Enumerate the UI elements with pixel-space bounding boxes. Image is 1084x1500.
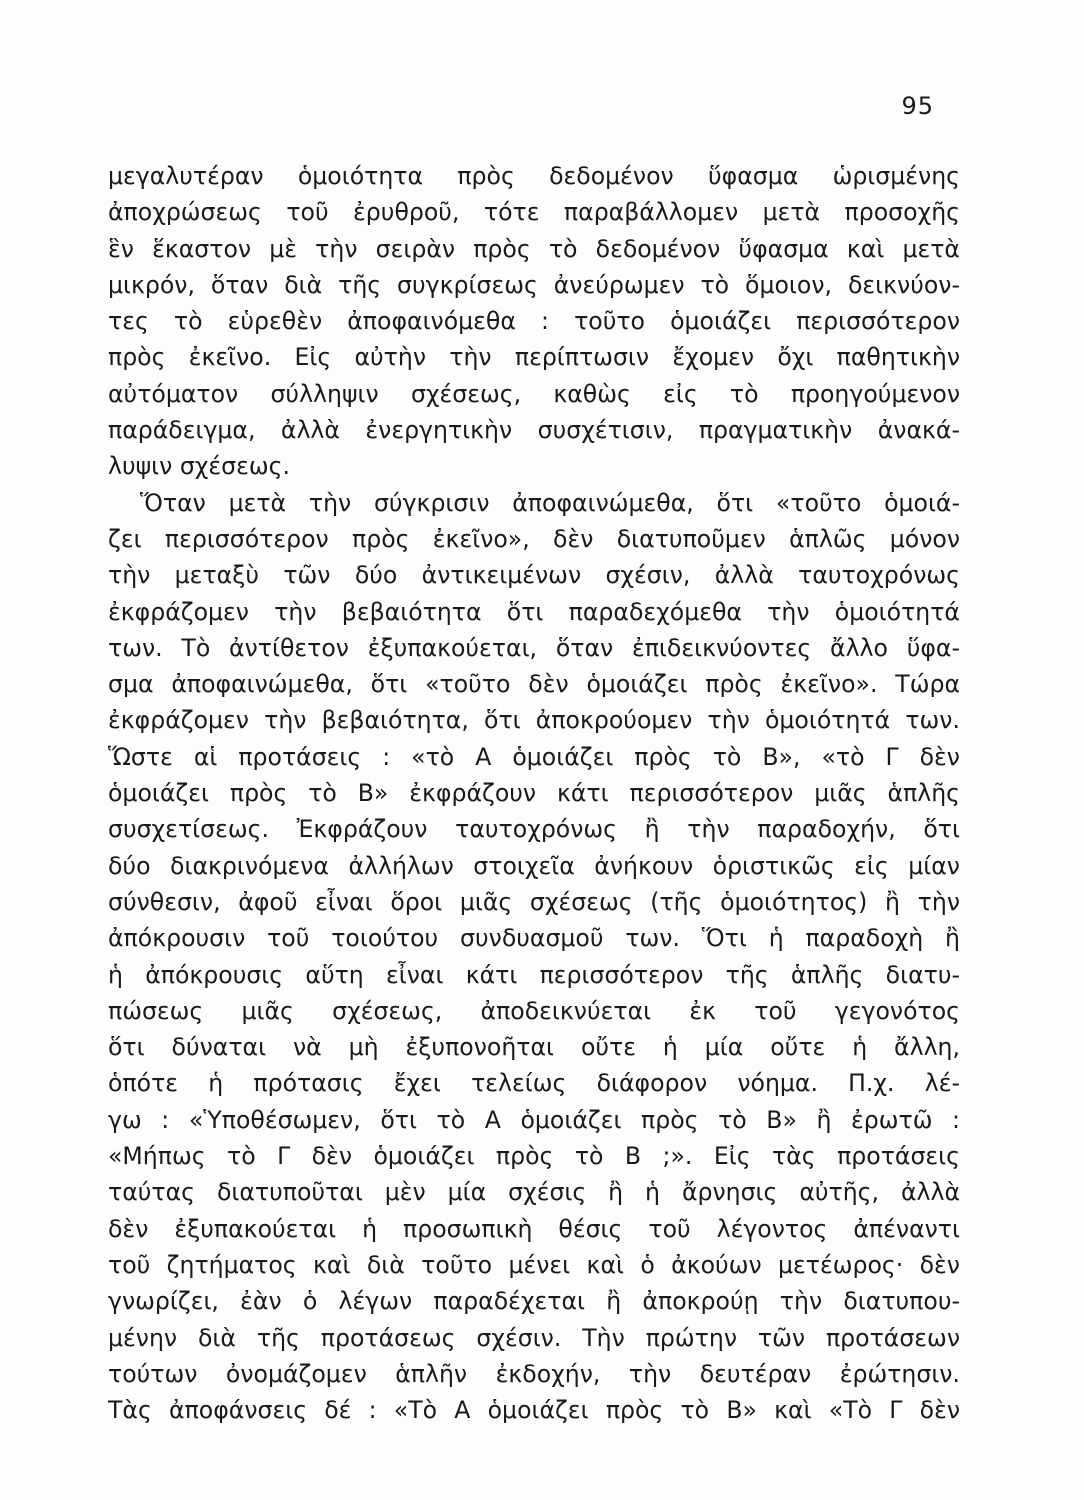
- body-text: [108, 158, 960, 1428]
- text-line: δὲν ἐξυπακούεται ἡ προσωπικὴ θέσις τοῦ λέγοντος ἀπέναντι: [108, 1214, 960, 1243]
- text-line: ἐκφράζομεν τὴν βεβαιότητα ὅτι παραδεχόμεθα τὴν ὁμοιότητά: [108, 597, 960, 626]
- text-line: γνωρίζει, ἐὰν ὁ λέγων παραδέχεται ἢ ἀποκρούῃ τὴν διατυπου-: [108, 1287, 960, 1316]
- text-line: μεγαλυτέραν ὁμοιότητα πρὸς δεδομένον ὕφασμα ὡρισμένης: [108, 162, 960, 190]
- text-line: πώσεως μιᾶς σχέσεως, ἀποδεικνύεται ἐκ τοῦ γεγονότος: [108, 996, 960, 1025]
- text-line: ἀποχρώσεως τοῦ ἐρυθροῦ, τότε παραβάλλομεν μετὰ προσοχῆς: [108, 198, 960, 227]
- text-line: πρὸς ἐκεῖνο. Εἰς αὐτὴν τὴν περίπτωσιν ἔχομεν ὄχι παθητικὴν: [108, 343, 960, 372]
- text-line: τοῦ ζητήματος καὶ διὰ τοῦτο μένει καὶ ὁ ἀκούων μετέωρος· δὲν: [108, 1250, 960, 1279]
- text-line: σύνθεσιν, ἀφοῦ εἶναι ὅροι μιᾶς σχέσεως (τῆς ὁμοιότητος) ἢ τὴν: [108, 887, 960, 916]
- text-line: γω : «Ὑποθέσωμεν, ὅτι τὸ Α ὁμοιάζει πρὸς τὸ Β» ἢ ἐρωτῶ :: [108, 1105, 960, 1134]
- text-line: «Μήπως τὸ Γ δὲν ὁμοιάζει πρὸς τὸ Β ;». Εἰς τὰς προτάσεις: [108, 1142, 960, 1171]
- text-line: ἐκφράζομεν τὴν βεβαιότητα, ὅτι ἀποκρούομεν τὴν ὁμοιότητά των.: [108, 706, 960, 735]
- text-line: σμα ἀποφαινώμεθα, ὅτι «τοῦτο δὲν ὁμοιάζει πρὸς ἐκεῖνο». Τώρα: [108, 670, 960, 699]
- text-line: ὁμοιάζει πρὸς τὸ Β» ἐκφράζουν κάτι περισσότερον μιᾶς ἁπλῆς: [108, 779, 960, 808]
- text-line: ἀπόκρουσιν τοῦ τοιούτου συνδυασμοῦ των. Ὅτι ἡ παραδοχὴ ἢ: [108, 924, 960, 953]
- text-line: τούτων ὀνομάζομεν ἁπλῆν ἐκδοχήν, τὴν δευτέραν ἐρώτησιν.: [108, 1359, 960, 1388]
- text-line: των. Τὸ ἀντίθετον ἐξυπακούεται, ὅταν ἐπιδεικνύοντες ἄλλο ὕφα-: [108, 633, 960, 662]
- text-line: ταύτας διατυποῦται μὲν μία σχέσις ἢ ἡ ἄρνησις αὐτῆς, ἀλλὰ: [108, 1178, 960, 1207]
- text-line: μένην διὰ τῆς προτάσεως σχέσιν. Τὴν πρώτην τῶν προτάσεων: [108, 1323, 960, 1352]
- text-line: Τὰς ἀποφάνσεις δέ : «Τὸ Α ὁμοιάζει πρὸς τὸ Β» καὶ «Τὸ Γ δὲν: [108, 1396, 960, 1425]
- text-line: συσχετίσεως. Ἐκφράζουν ταυτοχρόνως ἢ τὴν παραδοχήν, ὅτι: [108, 815, 960, 844]
- text-line: τὴν μεταξὺ τῶν δύο ἀντικειμένων σχέσιν, ἀλλὰ ταυτοχρόνως: [108, 561, 960, 590]
- text-line: αὐτόματον σύλληψιν σχέσεως, καθὼς εἰς τὸ προηγούμενον: [108, 379, 960, 408]
- page-number: 95: [901, 92, 934, 120]
- text-line: λυψιν σχέσεως.: [108, 452, 290, 481]
- text-line: δύο διακρινόμενα ἀλλήλων στοιχεῖα ἀνήκουν ὁριστικῶς εἰς μίαν: [108, 851, 960, 880]
- text-line: Ὅταν μετὰ τὴν σύγκρισιν ἀποφαινώμεθα, ὅτι «τοῦτο ὁμοιά-: [140, 488, 960, 517]
- text-line: Ὥστε αἱ προτάσεις : «τὸ Α ὁμοιάζει πρὸς τὸ Β», «τὸ Γ δὲν: [108, 742, 960, 771]
- text-line: τες τὸ εὑρεθὲν ἀποφαινόμεθα : τοῦτο ὁμοιάζει περισσότερον: [108, 307, 960, 336]
- text-line: παράδειγμα, ἀλλὰ ἐνεργητικὴν συσχέτισιν, πραγματικὴν ἀνακά-: [108, 416, 960, 445]
- text-line: ἡ ἀπόκρουσις αὕτη εἶναι κάτι περισσότερον τῆς ἁπλῆς διατυ-: [108, 960, 960, 989]
- text-line: ὅτι δύναται νὰ μὴ ἐξυπονοῆται οὔτε ἡ μία οὔτε ἡ ἄλλη,: [108, 1033, 960, 1062]
- text-line: ὁπότε ἡ πρότασις ἔχει τελείως διάφορον νόημα. Π.χ. λέ-: [108, 1069, 960, 1098]
- text-line: ἓν ἕκαστον μὲ τὴν σειρὰν πρὸς τὸ δεδομένον ὕφασμα καὶ μετὰ: [108, 234, 960, 263]
- text-line: ζει περισσότερον πρὸς ἐκεῖνο», δὲν διατυποῦμεν ἁπλῶς μόνον: [108, 524, 960, 553]
- text-line: μικρόν, ὅταν διὰ τῆς συγκρίσεως ἀνεύρωμεν τὸ ὅμοιον, δεικνύον-: [108, 270, 960, 299]
